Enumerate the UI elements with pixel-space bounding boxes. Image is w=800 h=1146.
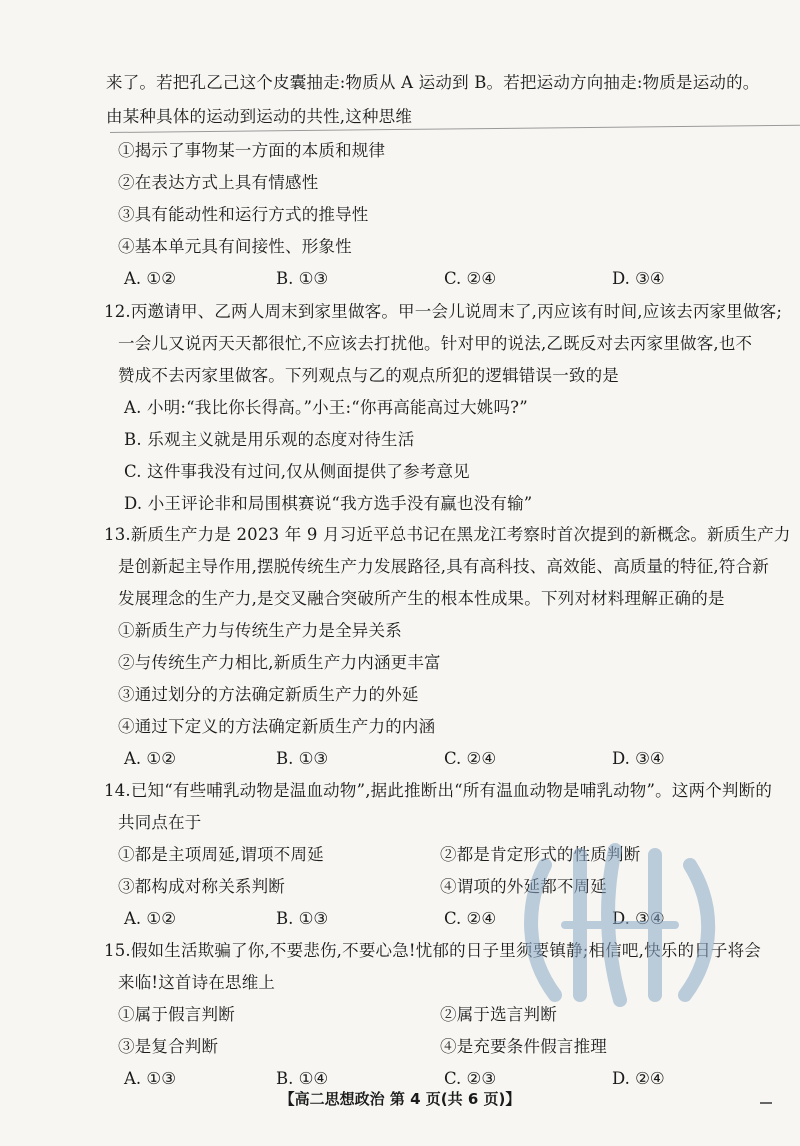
q15-text-line: 15.假如生活欺骗了你,不要悲伤,不要心急!忧郁的日子里须要镇静;相信吧,快乐的日子将会 [104,941,761,960]
q14-text-line: 共同点在于 [118,813,202,832]
q14-option-d: D. ③④ [612,909,665,928]
q15-option-d: D. ②④ [612,1069,665,1088]
q11-text-line: 由某种具体的运动到运动的共性,这种思维 [106,107,413,126]
q14-option-a: A. ①② [124,909,176,928]
q13-option-a: A. ①② [124,749,176,768]
q11-item: ④基本单元具有间接性、形象性 [118,237,352,256]
q11-item: ②在表达方式上具有情感性 [118,173,319,192]
q14-option-c: C. ②④ [444,909,497,928]
q13-item: ①新质生产力与传统生产力是全异关系 [118,621,402,640]
q11-option-b: B. ①③ [276,269,329,288]
q12-choice-c: C. 这件事我没有过问,仅从侧面提供了参考意见 [124,462,470,481]
page-footer: 【高二思想政治 第 4 页(共 6 页)】 [279,1090,521,1108]
q12-choice-d: D. 小王评论非和局围棋赛说“我方选手没有赢也没有输” [124,494,533,513]
q13-option-c: C. ②④ [444,749,497,768]
q12-text-line: 一会儿又说丙天天都很忙,不应该去打扰他。针对甲的说法,乙既反对去丙家里做客,也不 [118,334,753,353]
q12-choice-a: A. 小明:“我比你长得高。”小王:“你再高能高过大姚吗?” [124,398,528,417]
q13-text-line: 是创新起主导作用,摆脱传统生产力发展路径,具有高科技、高效能、高质量的特征,符合新 [118,557,769,576]
q13-item: ③通过划分的方法确定新质生产力的外延 [118,685,419,704]
q13-text-line: 发展理念的生产力,是交叉融合突破所产生的根本性成果。下列对材料理解正确的是 [118,589,725,608]
q15-item: ④是充要条件假言推理 [440,1037,607,1056]
q15-option-c: C. ②③ [444,1069,497,1088]
q11-item: ①揭示了事物某一方面的本质和规律 [118,141,386,160]
q13-item: ②与传统生产力相比,新质生产力内涵更丰富 [118,653,441,672]
q11-option-c: C. ②④ [444,269,497,288]
q13-text-line: 13.新质生产力是 2023 年 9 月习近平总书记在黑龙江考察时首次提到的新概念。新质生产力 [104,525,791,544]
q12-text-line: 12.丙邀请甲、乙两人周末到家里做客。甲一会儿说周末了,丙应该有时间,应该去丙家里做客; [104,302,783,321]
q15-text-line: 来临!这首诗在思维上 [118,973,276,992]
q12-text-line: 赞成不去丙家里做客。下列观点与乙的观点所犯的逻辑错误一致的是 [118,366,619,385]
q11-item: ③具有能动性和运行方式的推导性 [118,205,369,224]
q13-option-d: D. ③④ [612,749,665,768]
page-corner-mark [760,1102,772,1104]
q12-choice-b: B. 乐观主义就是用乐观的态度对待生活 [124,430,415,449]
q13-option-b: B. ①③ [276,749,329,768]
q15-item: ①属于假言判断 [118,1005,235,1024]
q14-item: ③都构成对称关系判断 [118,877,285,896]
q14-option-b: B. ①③ [276,909,329,928]
q11-text-line: 来了。若把孔乙己这个皮囊抽走:物质从 A 运动到 B。若把运动方向抽走:物质是运动的。 [106,73,760,92]
q15-item: ③是复合判断 [118,1037,219,1056]
q14-text-line: 14.已知“有些哺乳动物是温血动物”,据此推断出“所有温血动物是哺乳动物”。这两个判断的 [104,781,773,800]
q14-item: ①都是主项周延,谓项不周延 [118,845,324,864]
q15-item: ②属于选言判断 [440,1005,557,1024]
q14-item: ②都是肯定形式的性质判断 [440,845,641,864]
q13-item: ④通过下定义的方法确定新质生产力的内涵 [118,717,436,736]
q15-option-a: A. ①③ [124,1069,176,1088]
q11-option-d: D. ③④ [612,269,665,288]
q11-option-a: A. ①② [124,269,176,288]
q14-item: ④谓项的外延都不周延 [440,877,607,896]
q15-option-b: B. ①④ [276,1069,329,1088]
